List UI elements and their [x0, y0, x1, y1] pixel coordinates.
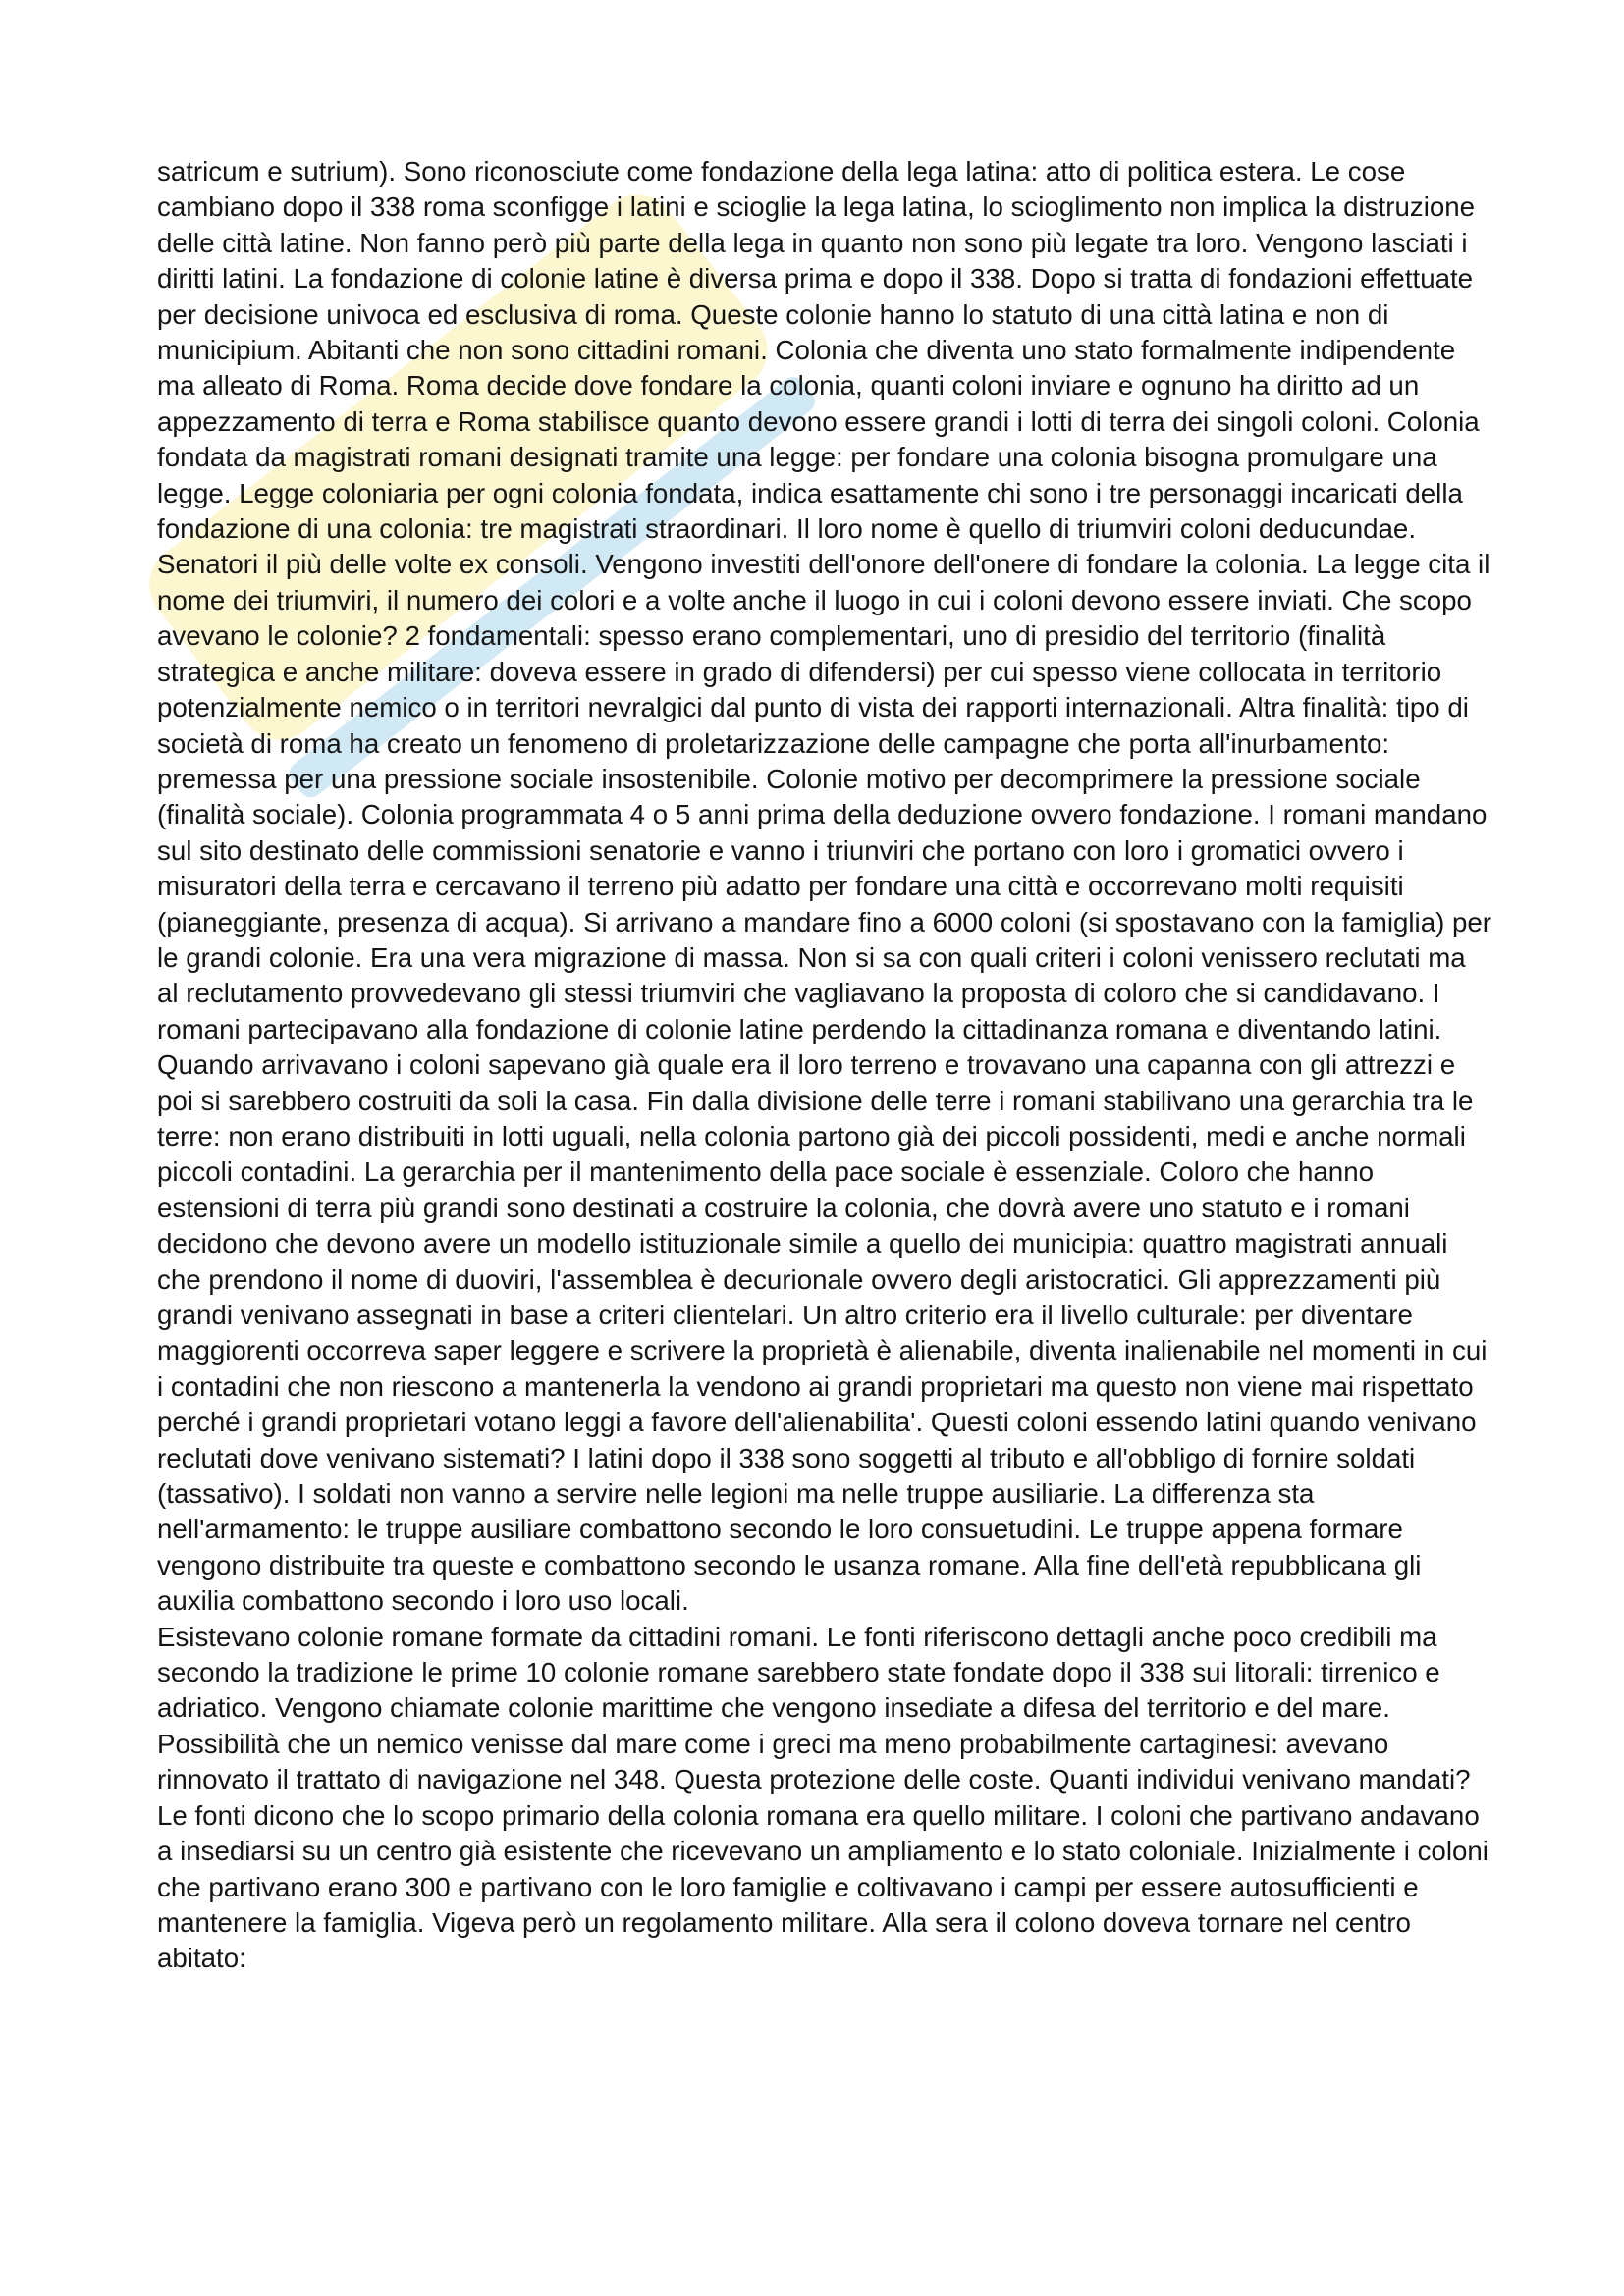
- paragraph: satricum e sutrium). Sono riconosciute come fondazione della lega latina: atto di politica estera. Le cose cambiano dopo il 338 roma sconfigge i latini e scioglie la lega latina, lo scioglimento non implica la distruzione delle città latine. Non fanno però più parte della lega in quanto non sono più legate tra loro. Vengono lasciati i diritti latini. La fondazione di colonie latine è diversa prima e dopo il 338. Dopo si tratta di fondazioni effettuate per decisione univoca ed esclusiva di roma. Queste colonie hanno lo statuto di una città latina e non di municipium. Abitanti che non sono cittadini romani. Colonia che diventa uno stato formalmente indipendente ma alleato di Roma. Roma decide dove fondare la colonia, quanti coloni inviare e ognuno ha diritto ad un appezzamento di terra e Roma stabilisce quanto devono essere grandi i lotti di terra dei singoli coloni. Colonia fondata da magistrati romani designati tramite una legge: per fondare una colonia bisogna promulgare una legge. Legge coloniaria per ogni colonia fondata, indica esattamente chi sono i tre personaggi incaricati della fondazione di una colonia: tre magistrati straordinari. Il loro nome è quello di triumviri coloni deducundae. Senatori il più delle volte ex consoli. Vengono investiti dell'onore dell'onere di fondare la colonia. La legge cita il nome dei triumviri, il numero dei colori e a volte anche il luogo in cui i coloni devono essere inviati. Che scopo avevano le colonie? 2 fondamentali: spesso erano complementari, uno di presidio del territorio (finalità strategica e anche militare: doveva essere in grado di difendersi) per cui spesso viene collocata in territorio potenzialmente nemico o in territori nevralgici dal punto di vista dei rapporti internazionali. Altra finalità: tipo di società di roma ha creato un fenomeno di proletarizzazione delle campagne che porta all'inurbamento: premessa per una pressione sociale insostenibile. Colonie motivo per decomprimere la pressione sociale (finalità sociale). Colonia programmata 4 o 5 anni prima della deduzione ovvero fondazione. I romani mandano sul sito destinato delle commissioni senatorie e vanno i triunviri che portano con loro i gromatici ovvero i misuratori della terra e cercavano il terreno più adatto per fondare una città e occorrevano molti requisiti (pianeggiante, presenza di acqua). Si arrivano a mandare fino a 6000 coloni (si spostavano con la famiglia) per le grandi colonie. Era una vera migrazione di massa. Non si sa con quali criteri i coloni venissero reclutati ma al reclutamento provvedevano gli stessi triumviri che vagliavano la proposta di coloro che si candidavano. I romani partecipavano alla fondazione di colonie latine perdendo la cittadinanza romana e diventando latini. Quando arrivavano i coloni sapevano già quale era il loro terreno e trovavano una capanna con gli attrezzi e poi si sarebbero costruiti da soli la casa. Fin dalla divisione delle terre i romani stabilivano una gerarchia tra le terre: non erano distribuiti in lotti uguali, nella colonia partono già dei piccoli possidenti, medi e anche normali piccoli contadini. La gerarchia per il mantenimento della pace sociale è essenziale. Coloro che hanno estensioni di terra più grandi sono destinati a costruire la colonia, che dovrà avere uno statuto e i romani decidono che devono avere un modello istituzionale simile a quello dei municipia: quattro magistrati annuali che prendono il nome di duoviri, l'assemblea è decurionale ovvero degli aristocratici. Gli apprezzamenti più grandi venivano assegnati in base a criteri clientelari. Un altro criterio era il livello culturale: per diventare maggiorenti occorreva saper leggere e scrivere la proprietà è alienabile, diventa inalienabile nel momenti in cui i contadini che non riescono a mantenerla la vendono ai grandi proprietari ma questo non viene mai rispettato perché i grandi proprietari votano leggi a favore dell'alienabilita'. Questi coloni essendo latini quando venivano reclutati dove venivano sistemati? I latini dopo il 338 sono soggetti al tributo e all'obbligo di fornire soldati (tassativo). I soldati non vanno a servire nelle legioni ma nelle truppe ausiliarie. La differenza sta nell'armamento: le truppe ausiliare combattono secondo le loro consuetudini. Le truppe appena formare vengono distribuite tra queste e combattono secondo le usanza romane. Alla fine dell'età repubblicana gli auxilia combattono secondo i loro uso locali.: [157, 156, 1492, 1617]
- document-body: [157, 154, 1492, 1977]
- paragraph: Esistevano colonie romane formate da cittadini romani. Le fonti riferiscono dettagli anche poco credibili ma secondo la tradizione le prime 10 colonie romane sarebbero state fondate dopo il 338 sui litorali: tirrenico e adriatico. Vengono chiamate colonie marittime che vengono insediate a difesa del territorio e del mare. Possibilità che un nemico venisse dal mare come i greci ma meno probabilmente cartaginesi: avevano rinnovato il trattato di navigazione nel 348. Questa protezione delle coste. Quanti individui venivano mandati? Le fonti dicono che lo scopo primario della colonia romana era quello militare. I coloni che partivano andavano a insediarsi su un centro già esistente che ricevevano un ampliamento e lo stato coloniale. Inizialmente i coloni che partivano erano 300 e partivano con le loro famiglie e coltivavano i campi per essere autosufficienti e mantenere la famiglia. Vigeva però un regolamento militare. Alla sera il colono doveva tornare nel centro abitato:: [157, 1621, 1489, 1974]
